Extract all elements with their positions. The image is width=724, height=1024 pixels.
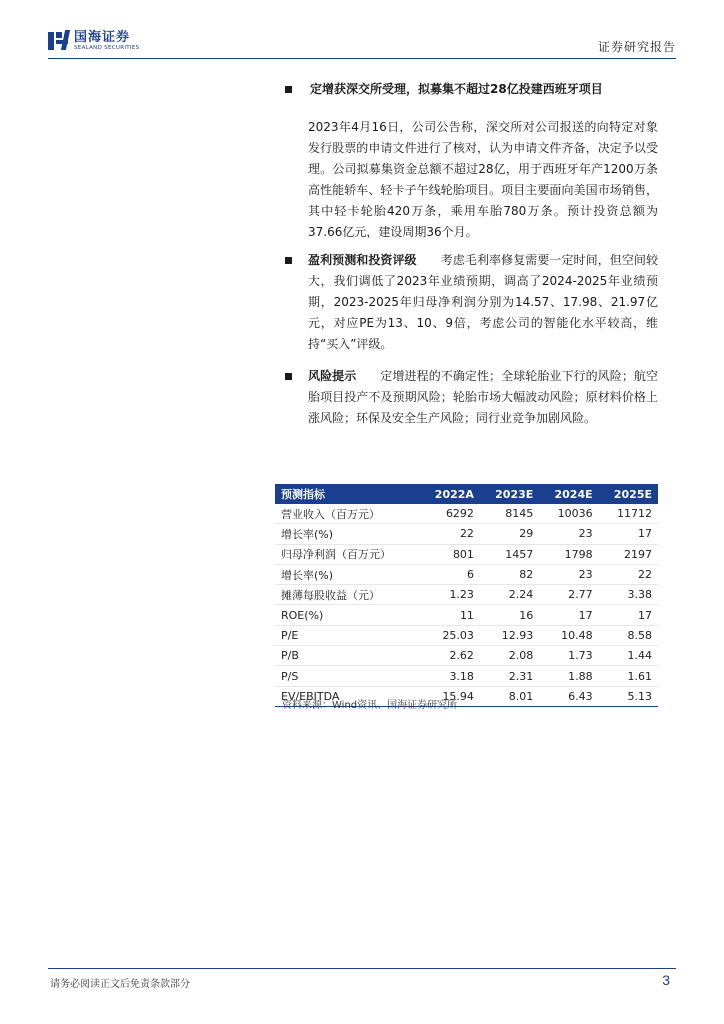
logo-cn-text: 国海证券 bbox=[74, 29, 131, 45]
table-row bbox=[275, 544, 658, 564]
table-cell: 1.44 bbox=[599, 646, 658, 666]
table-cell: 17 bbox=[539, 605, 598, 625]
table-cell: 801 bbox=[419, 544, 480, 564]
table-cell: ROE(%) bbox=[275, 605, 419, 625]
table-row bbox=[275, 564, 658, 584]
table-header-cell: 预测指标 bbox=[275, 484, 419, 504]
table-header-cell: 2023E bbox=[480, 484, 539, 504]
section-risk bbox=[282, 366, 658, 429]
table-cell: 1457 bbox=[480, 544, 539, 564]
table-source-note: 资料来源：Wind资讯、国海证券研究所 bbox=[282, 700, 458, 711]
table-cell: 增长率(%) bbox=[275, 564, 419, 584]
section-body: 考虑毛利率修复需要一定时间，但空间较大，我们调低了2023年业绩预期，调高了2024-2025年业绩预期，2023-2025年归母净利润分别为14.57、17.98、21.97亿元，对应PE为13、10、9倍，考虑公司的智能化水平较高，维持“买入”评级。 bbox=[308, 253, 658, 351]
section-paragraph bbox=[308, 250, 658, 355]
table-cell: 10.48 bbox=[539, 625, 598, 645]
table-cell: 3.38 bbox=[599, 585, 658, 605]
table-row bbox=[275, 605, 658, 625]
table-cell: P/E bbox=[275, 625, 419, 645]
page-number: 3 bbox=[662, 972, 670, 988]
section-body: 2023年4月16日，公司公告称，深交所对公司报送的向特定对象发行股票的申请文件进行了核对，认为申请文件齐备，决定予以受理。公司拟募集资金总额不超过28亿，用于西班牙年产1200万条高性能轿车、轻卡子午线轮胎项目。项目主要面向美国市场销售，其中轻卡轮胎420万条，乘用车胎780万条。预计投资总额为37.66亿元，建设周期36个月。 bbox=[308, 120, 658, 239]
table-cell: 归母净利润（百万元） bbox=[275, 544, 419, 564]
table-cell: 15.94 bbox=[419, 686, 480, 706]
table-header-cell: 2022A bbox=[419, 484, 480, 504]
section-title: 定增获深交所受理，拟募集不超过28亿投建西班牙项目 bbox=[310, 82, 603, 96]
table-cell: 1.61 bbox=[599, 666, 658, 686]
footer-divider bbox=[48, 968, 676, 969]
table-cell: 1.88 bbox=[539, 666, 598, 686]
section-paragraph bbox=[308, 366, 658, 429]
table-cell: 10036 bbox=[539, 504, 598, 524]
table-cell: 6.43 bbox=[539, 686, 598, 706]
table-header-cell: 2024E bbox=[539, 484, 598, 504]
table-row bbox=[275, 524, 658, 544]
table-cell: 2.31 bbox=[480, 666, 539, 686]
table-row bbox=[275, 666, 658, 686]
table-cell: 11 bbox=[419, 605, 480, 625]
section-title: 风险提示 bbox=[308, 369, 357, 383]
table-row bbox=[275, 504, 658, 524]
table-cell: 17 bbox=[599, 524, 658, 544]
table-cell: 5.13 bbox=[599, 686, 658, 706]
table-row bbox=[275, 585, 658, 605]
table-cell: 2.62 bbox=[419, 646, 480, 666]
table-cell: 8145 bbox=[480, 504, 539, 524]
table-row bbox=[275, 625, 658, 645]
table-row bbox=[275, 646, 658, 666]
logo-en-text: SEALAND SECURITIES bbox=[74, 44, 140, 51]
table-cell: 摊薄每股收益（元） bbox=[275, 585, 419, 605]
table-cell: 25.03 bbox=[419, 625, 480, 645]
table-cell: 1.73 bbox=[539, 646, 598, 666]
report-type: 证券研究报告 bbox=[597, 40, 676, 54]
section-body: 定增进程的不确定性；全球轮胎业下行的风险；航空胎项目投产不及预期风险；轮胎市场大幅波动风险；原材料价格上涨风险；环保及安全生产风险；同行业竞争加剧风险。 bbox=[308, 369, 658, 425]
table-cell: 29 bbox=[480, 524, 539, 544]
table-cell: 22 bbox=[599, 564, 658, 584]
table-cell: 3.18 bbox=[419, 666, 480, 686]
table-cell: 6 bbox=[419, 564, 480, 584]
table-cell: 6292 bbox=[419, 504, 480, 524]
forecast-table bbox=[275, 484, 658, 707]
logo-mark-icon bbox=[48, 30, 70, 52]
table-cell: 1798 bbox=[539, 544, 598, 564]
footer-disclaimer: 请务必阅读正文后免责条款部分 bbox=[50, 979, 190, 990]
section-forecast-rating bbox=[282, 250, 658, 355]
table-cell: 23 bbox=[539, 524, 598, 544]
table-cell: 8.01 bbox=[480, 686, 539, 706]
company-logo bbox=[48, 30, 139, 52]
table-cell: 17 bbox=[599, 605, 658, 625]
table-cell: 2.77 bbox=[539, 585, 598, 605]
table-cell: 8.58 bbox=[599, 625, 658, 645]
table-cell: P/B bbox=[275, 646, 419, 666]
table-cell: 增长率(%) bbox=[275, 524, 419, 544]
table-cell: 22 bbox=[419, 524, 480, 544]
table-header-cell: 2025E bbox=[599, 484, 658, 504]
table-cell: 16 bbox=[480, 605, 539, 625]
table-cell: P/S bbox=[275, 666, 419, 686]
table-cell: 2.24 bbox=[480, 585, 539, 605]
table-cell: 12.93 bbox=[480, 625, 539, 645]
table-cell: 2197 bbox=[599, 544, 658, 564]
section-title: 盈利预测和投资评级 bbox=[308, 253, 417, 267]
table-cell: 23 bbox=[539, 564, 598, 584]
table-cell: 2.08 bbox=[480, 646, 539, 666]
header-divider bbox=[48, 58, 676, 59]
table-cell: 11712 bbox=[599, 504, 658, 524]
section-private-placement bbox=[282, 79, 658, 243]
table-cell: 营业收入（百万元） bbox=[275, 504, 419, 524]
table-header-row bbox=[275, 484, 658, 504]
table-cell: 82 bbox=[480, 564, 539, 584]
table-cell: EV/EBITDA bbox=[275, 686, 419, 706]
table-cell: 1.23 bbox=[419, 585, 480, 605]
